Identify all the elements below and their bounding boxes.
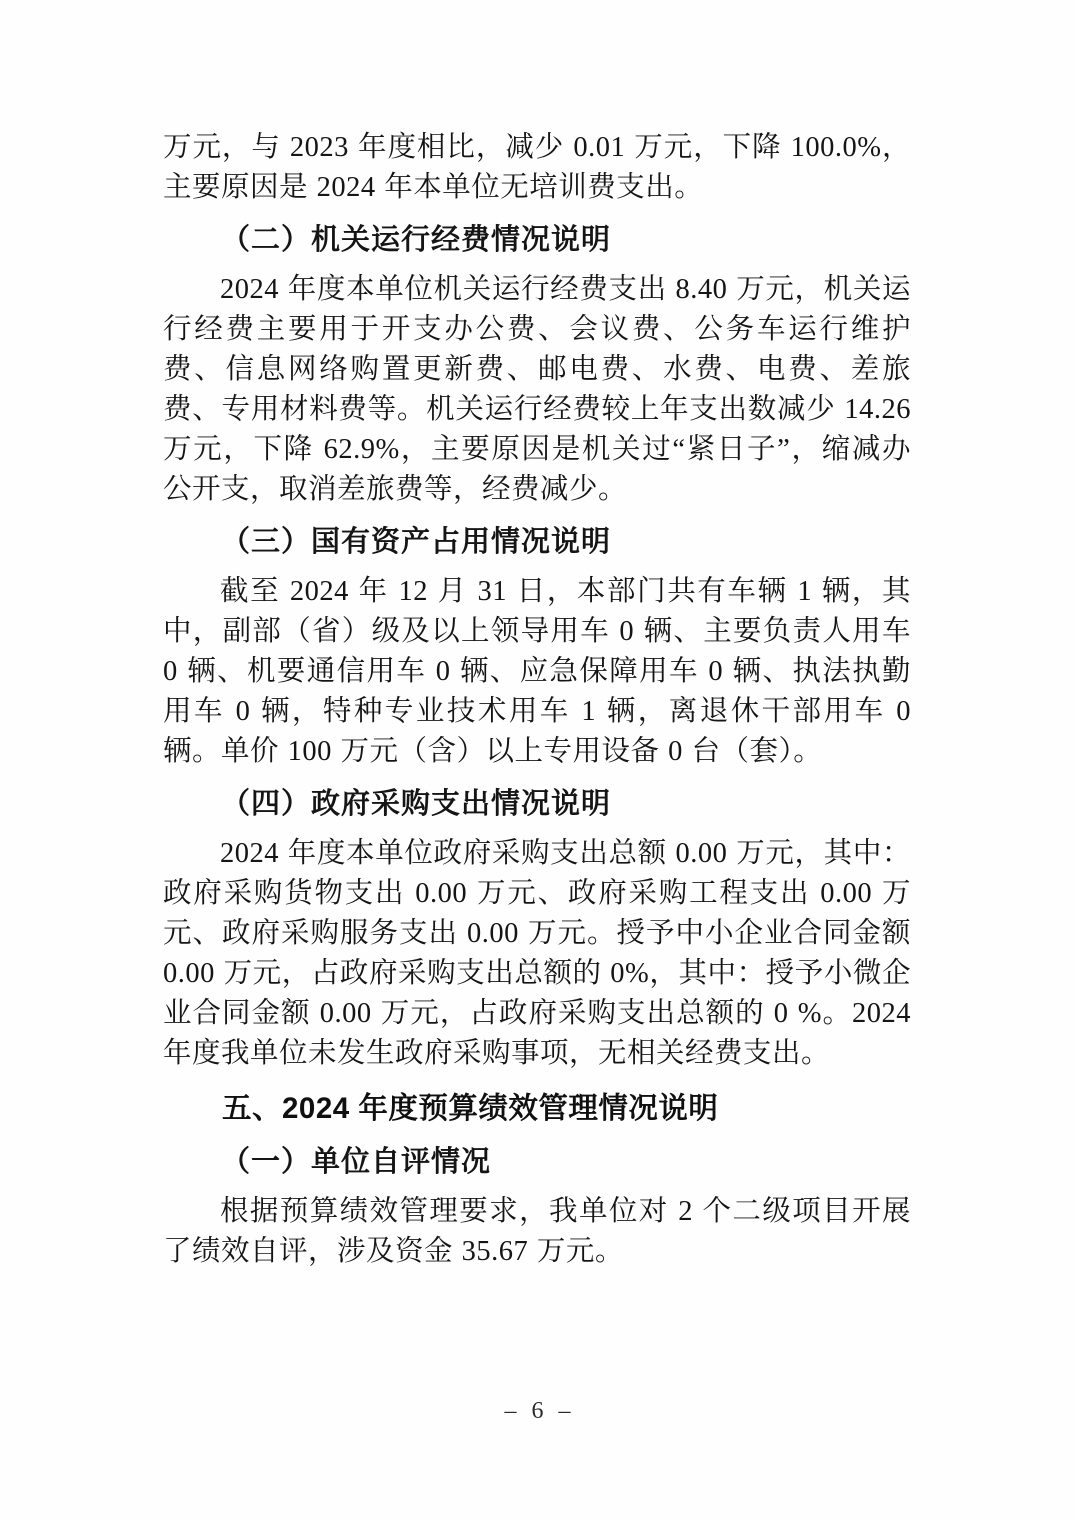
paragraph-government-procurement: 2024 年度本单位政府采购支出总额 0.00 万元，其中：政府采购货物支出 0.00 万元、政府采购工程支出 0.00 万元、政府采购服务支出 0.00 万元。授予中小企业合同金额 0.00 万元，占政府采购支出总额的 0%，其中：授予小微企业合同金额 0.00 万元，占政府采购支出总额的 0 %。2024 年度我单位未发生政府采购事项，无相关经费支出。 xyxy=(163,838,911,1069)
paragraph-state-owned-assets: 截至 2024 年 12 月 31 日，本部门共有车辆 1 辆，其中，副部（省）级及以上领导用车 0 辆、主要负责人用车 0 辆、机要通信用车 0 辆、应急保障用车 0 辆、执法执勤用车 0 辆，特种专业技术用车 1 辆，离退休干部用车 0 辆。单价 100 万元（含）以上专用设备 0 台（套）。 xyxy=(163,576,911,767)
paragraph-training-expense-continuation: 万元，与 2023 年度相比，减少 0.01 万元，下降 100.0%，主要原因是 2024 年本单位无培训费支出。 xyxy=(163,132,911,203)
heading-government-procurement: （四）政府采购支出情况说明 xyxy=(221,788,612,820)
page-number: – 6 – xyxy=(504,1398,571,1424)
heading-state-owned-assets: （三）国有资产占用情况说明 xyxy=(221,526,612,558)
paragraph-unit-self-evaluation: 根据预算绩效管理要求，我单位对 2 个二级项目开展了绩效自评，涉及资金 35.67 万元。 xyxy=(163,1196,911,1267)
heading-unit-self-evaluation: （一）单位自评情况 xyxy=(221,1146,492,1178)
heading-operating-expenses: （二）机关运行经费情况说明 xyxy=(221,224,612,256)
paragraph-operating-expenses: 2024 年度本单位机关运行经费支出 8.40 万元，机关运行经费主要用于开支办公费、会议费、公务车运行维护费、信息网络购置更新费、邮电费、水费、电费、差旅费、专用材料费等。机关运行经费较上年支出数减少 14.26 万元，下降 62.9%，主要原因是机关过“紧日子”，缩减办公开支，取消差旅费等，经费减少。 xyxy=(163,274,911,505)
heading-budget-performance-section: 五、2024 年度预算绩效管理情况说明 xyxy=(222,1092,719,1125)
document-body xyxy=(163,128,911,1272)
